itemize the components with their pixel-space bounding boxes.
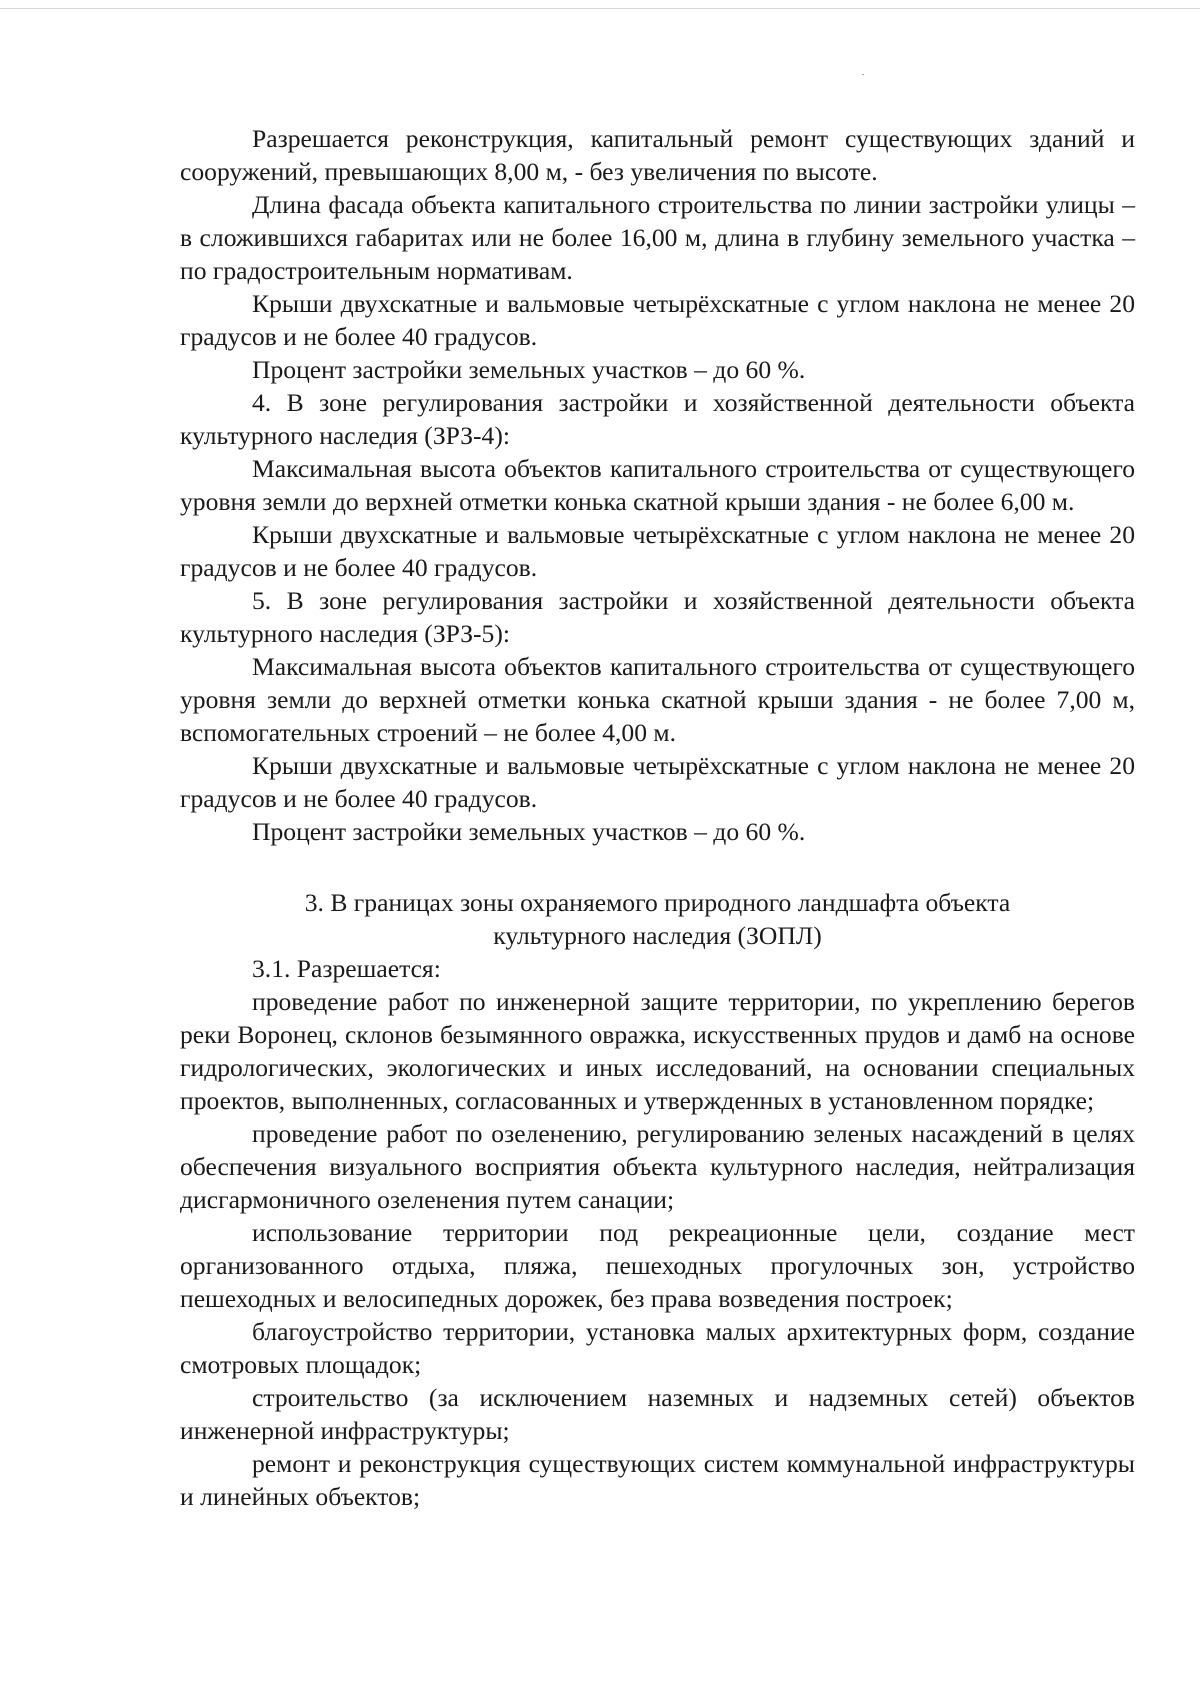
paragraph: Разрешается реконструкция, капитальный ремонт существующих зданий и сооружений, превышающих 8,00 м, - без увеличения по высоте. xyxy=(180,124,1135,186)
list-item: использование территории под рекреационные цели, создание мест организованного отдыха, пляжа, пешеходных прогулочных зон, устройство пешеходных и велосипедных дорожек, без права возведения построек; xyxy=(180,1218,1135,1313)
paragraph: Длина фасада объекта капитального строительства по линии застройки улицы – в сложившихся габаритах или не более 16,00 м, длина в глубину земельного участка – по градостроительным нормативам. xyxy=(180,190,1135,285)
paragraph: Максимальная высота объектов капитального строительства от существующего уровня земли до верхней отметки конька скатной крыши здания - не более 7,00 м, вспомогательных строений – не более 4,00 м. xyxy=(180,652,1135,747)
list-item: благоустройство территории, установка малых архитектурных форм, создание смотровых площадок; xyxy=(180,1317,1135,1379)
scan-edge-line xyxy=(0,8,1200,9)
list-item: проведение работ по инженерной защите территории, по укреплению берегов реки Воронец, склонов безымянного овражка, искусственных прудов и дамб на основе гидрологических, экологических и иных исследований, на основании специальных проектов, выполненных, согласованных и утвержденных в установленном порядке; xyxy=(180,987,1135,1115)
paragraph: Процент застройки земельных участков – до 60 %. xyxy=(252,817,806,846)
section-heading-line-1: 3. В границах зоны охраняемого природного ландшафта объекта xyxy=(304,888,1011,917)
paragraph: Максимальная высота объектов капитального строительства от существующего уровня земли до верхней отметки конька скатной крыши здания - не более 6,00 м. xyxy=(180,454,1135,516)
paragraph-zone-zrz4: 4. В зоне регулирования застройки и хозяйственной деятельности объекта культурного наследия (ЗРЗ-4): xyxy=(180,388,1135,450)
list-item: проведение работ по озеленению, регулированию зеленых насаждений в целях обеспечения визуального восприятия объекта культурного наследия, нейтрализация дисгармоничного озеленения путем санации; xyxy=(180,1119,1135,1214)
paragraph-zone-zrz5: 5. В зоне регулирования застройки и хозяйственной деятельности объекта культурного наследия (ЗРЗ-5): xyxy=(180,586,1135,648)
section-heading-line-2: культурного наследия (ЗОПЛ) xyxy=(493,921,822,950)
paragraph: Процент застройки земельных участков – до 60 %. xyxy=(252,355,806,384)
list-item: ремонт и реконструкция существующих систем коммунальной инфраструктуры и линейных объектов; xyxy=(180,1449,1135,1511)
paragraph: Крыши двухскатные и вальмовые четырёхскатные с углом наклона не менее 20 градусов и не более 40 градусов. xyxy=(180,289,1135,351)
list-item: строительство (за исключением наземных и надземных сетей) объектов инженерной инфраструктуры; xyxy=(180,1383,1135,1445)
document-body xyxy=(180,122,1135,1513)
paragraph: Крыши двухскатные и вальмовые четырёхскатные с углом наклона не менее 20 градусов и не более 40 градусов. xyxy=(180,520,1135,582)
section-gap xyxy=(180,848,1135,886)
paragraph: Крыши двухскатные и вальмовые четырёхскатные с углом наклона не менее 20 градусов и не более 40 градусов. xyxy=(180,751,1135,813)
scan-speck xyxy=(862,74,864,75)
subsection-title: 3.1. Разрешается: xyxy=(252,954,441,983)
